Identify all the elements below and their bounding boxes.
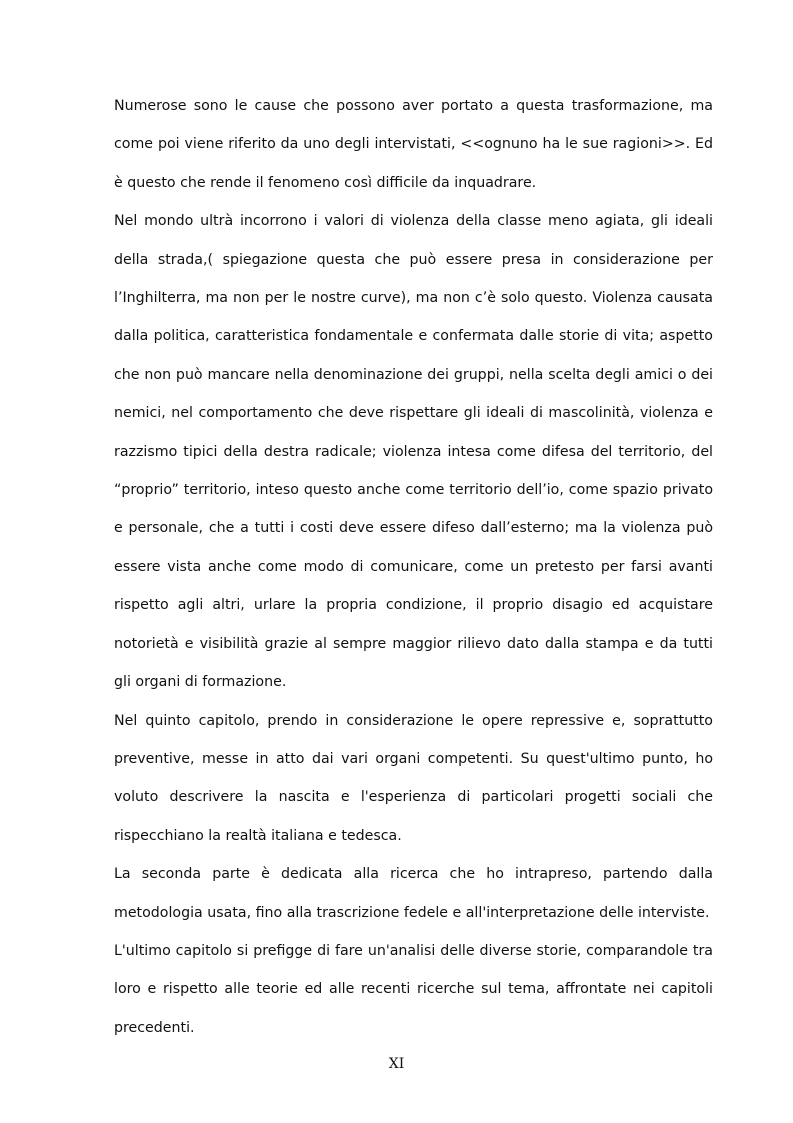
paragraph-1: Numerose sono le cause che possono aver portato a questa trasformazione, ma come poi viene riferito da uno degli intervistati, <<ognuno ha le sue ragioni>>. Ed è questo che rende il fenomeno così difficile da inquadrare.: [114, 98, 713, 191]
body-text: [114, 87, 713, 1047]
paragraph-4: La seconda parte è dedicata alla ricerca che ho intrapreso, partendo dalla metodologia usata, fino alla trascrizione fedele e all'interpretazione delle interviste.: [114, 866, 713, 921]
page-number: XI: [388, 1056, 405, 1072]
paragraph-2: Nel mondo ultrà incorrono i valori di violenza della classe meno agiata, gli ideali della strada,( spiegazione questa che può essere presa in considerazione per l’Inghilterra, ma non per le nostre curve), ma non c’è solo questo. Violenza causata dalla politica, caratteristica fondamentale e confermata dalle storie di vita; aspetto che non può mancare nella denominazione dei gruppi, nella scelta degli amici o dei nemici, nel comportamento che deve rispettare gli ideali di mascolinità, violenza e razzismo tipici della destra radicale; violenza intesa come difesa del territorio, del “proprio” territorio, inteso questo anche come territorio dell’io, come spazio privato e personale, che a tutti i costi deve essere difeso dall’esterno; ma la violenza può essere vista anche come modo di comunicare, come un pretesto per farsi avanti rispetto agli altri, urlare la propria condizione, il proprio disagio ed acquistare notorietà e visibilità grazie al sempre maggior rilievo dato dalla stampa e da tutti gli organi di formazione.: [114, 213, 713, 691]
paragraph-5: L'ultimo capitolo si prefigge di fare un'analisi delle diverse storie, comparandole tra loro e rispetto alle teorie ed alle recenti ricerche sul tema, affrontate nei capitoli precedenti.: [114, 942, 713, 1036]
paragraph-3: Nel quinto capitolo, prendo in considerazione le opere repressive e, soprattutto preventive, messe in atto dai vari organi competenti. Su quest'ultimo punto, ho voluto descrivere la nascita e l'esperienza di particolari progetti sociali che rispecchiano la realtà italiana e tedesca.: [114, 712, 713, 844]
